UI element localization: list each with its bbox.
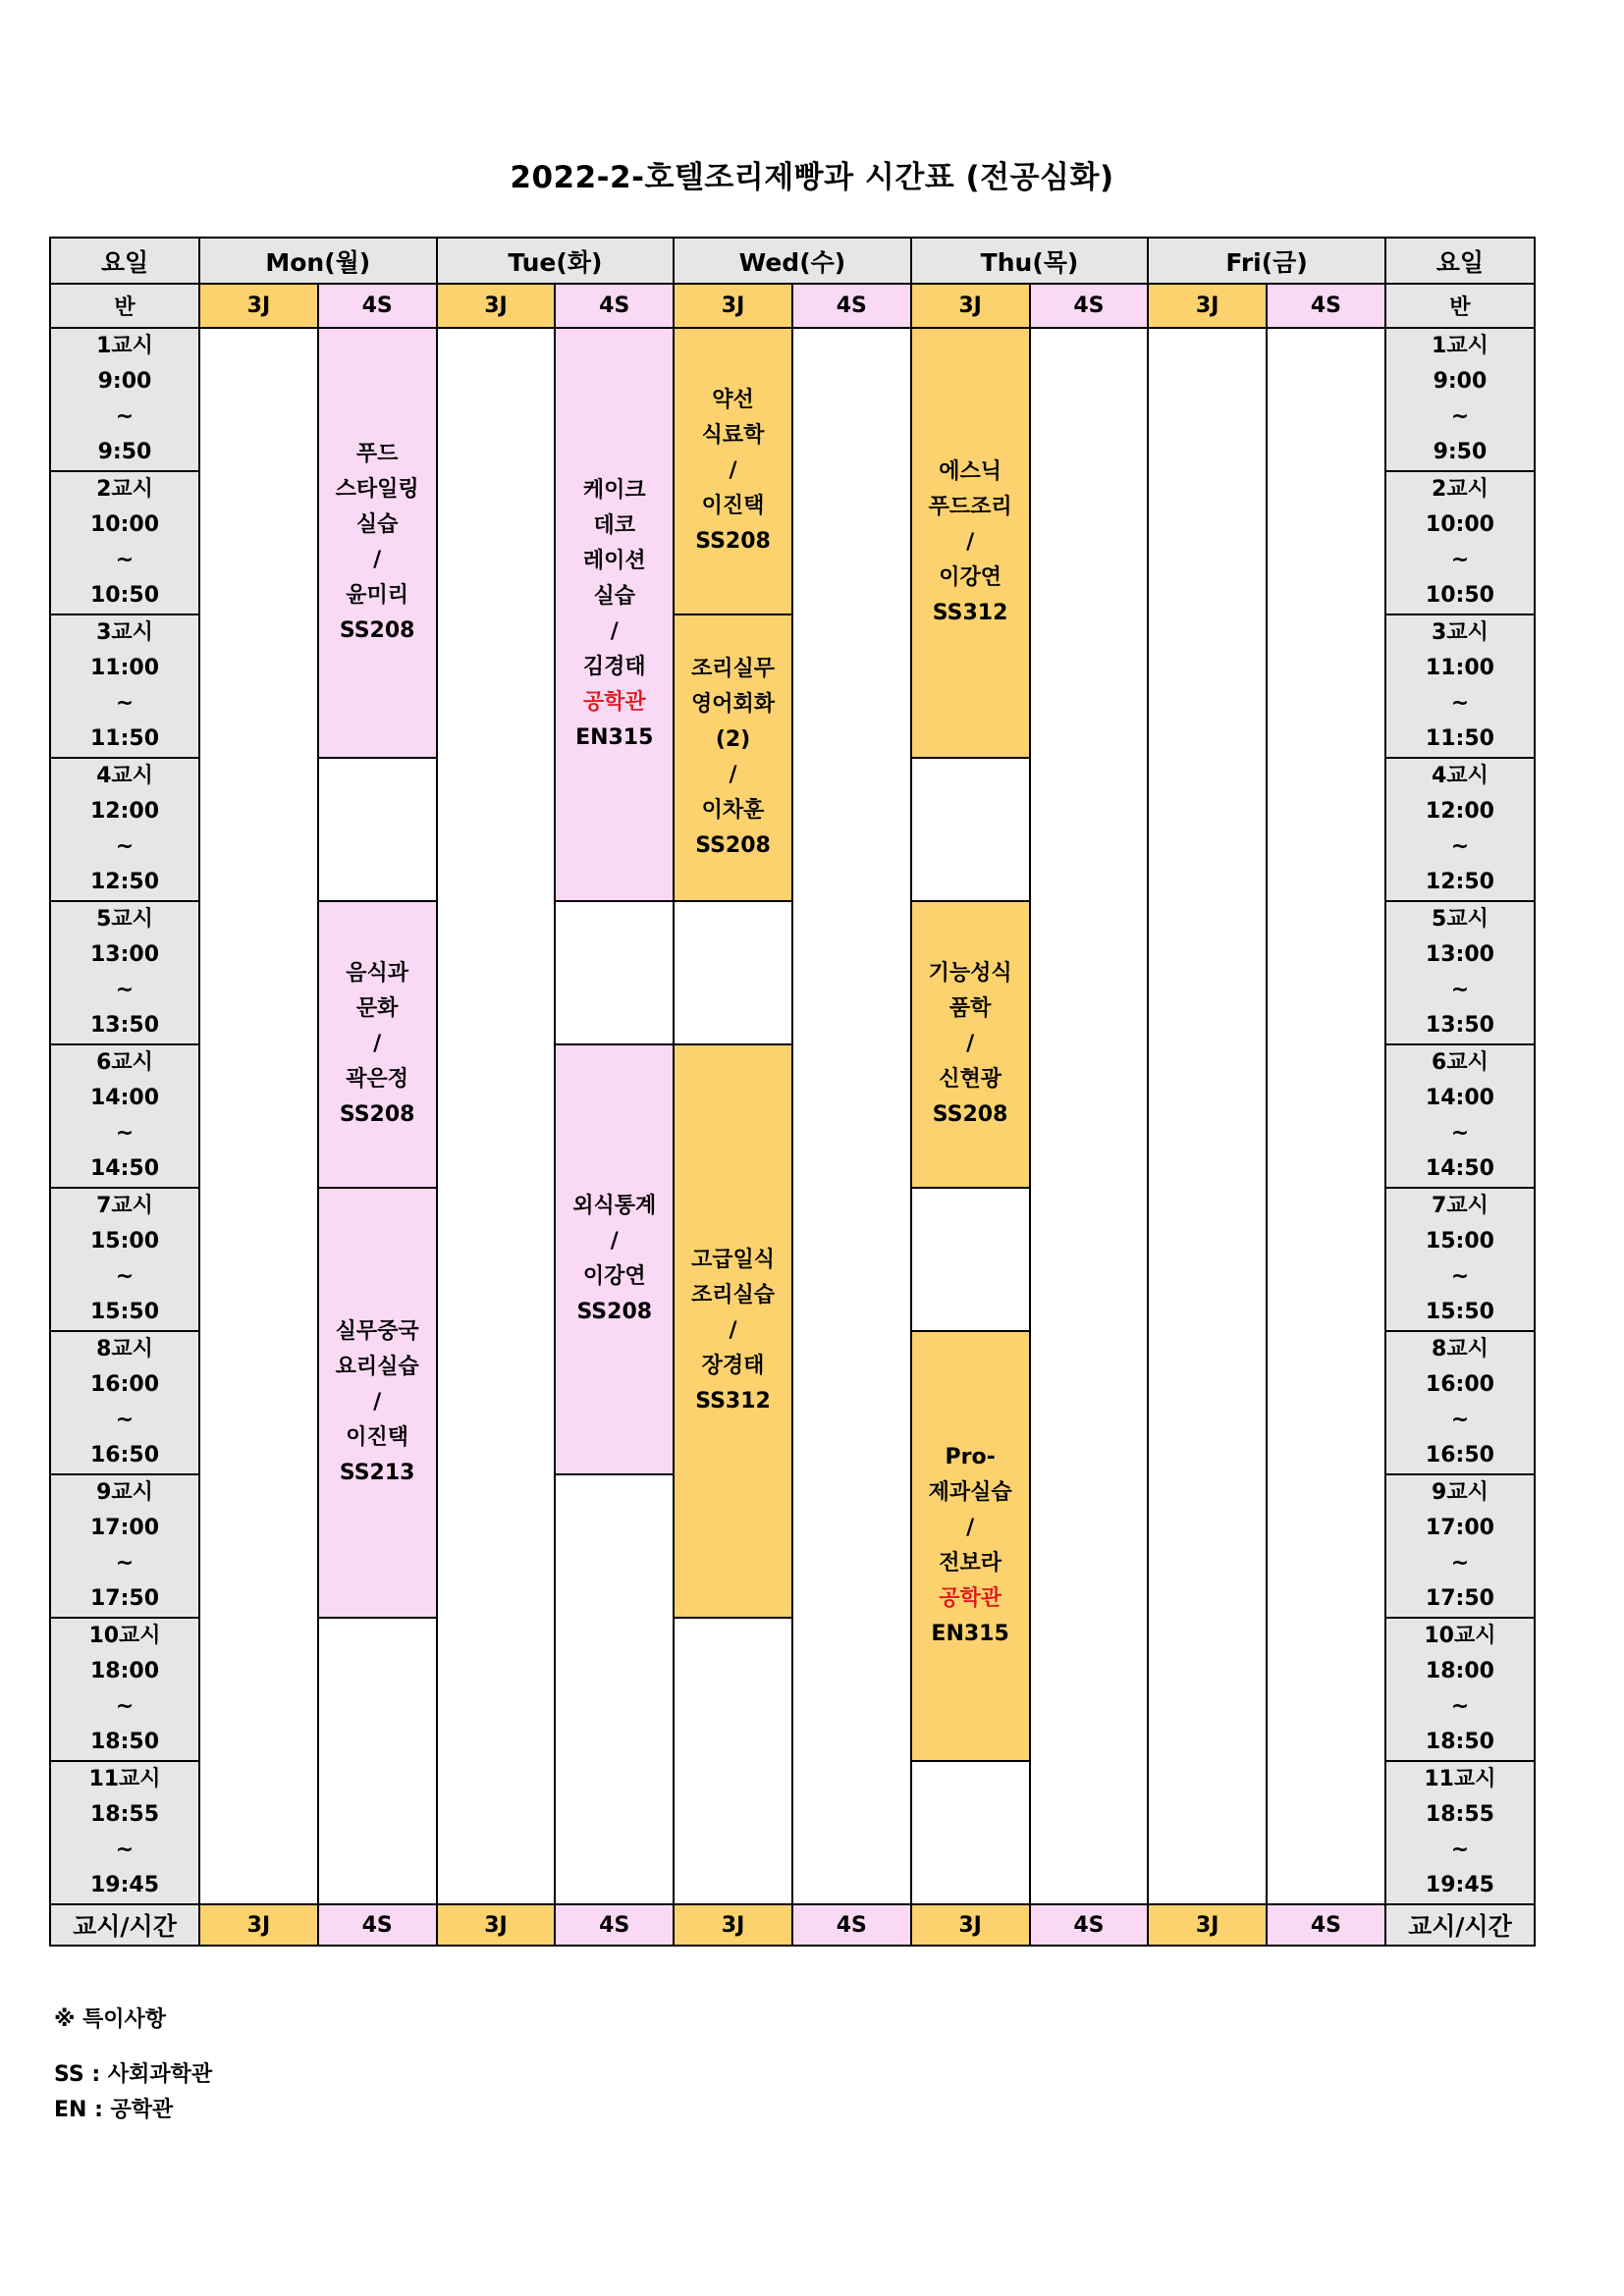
class-3j-wed: 3J	[674, 284, 792, 328]
course-cell: 음식과 문화 / 곽은정 SS208	[318, 901, 437, 1188]
mon-4s-empty	[318, 758, 437, 901]
fri-3j-empty	[1148, 328, 1267, 1904]
period-cell: 1교시 9:00 ~ 9:50	[50, 328, 199, 471]
period-cell: 9교시 17:00 ~ 17:50	[1385, 1474, 1535, 1618]
notes-section	[54, 2002, 212, 2128]
wed-3j-empty	[674, 901, 792, 1044]
footer-class-4s: 4S	[1267, 1904, 1385, 1946]
course-cell: 푸드 스타일링 실습 / 윤미리 SS208	[318, 328, 437, 758]
footer-class-3j: 3J	[437, 1904, 556, 1946]
day-wed: Wed(수)	[674, 238, 911, 284]
period-cell: 2교시 10:00 ~ 10:50	[50, 471, 199, 614]
period-cell: 1교시 9:00 ~ 9:50	[1385, 328, 1535, 471]
thu-3j-empty	[911, 758, 1030, 901]
period-cell: 10교시 18:00 ~ 18:50	[50, 1618, 199, 1761]
period-cell: 4교시 12:00 ~ 12:50	[50, 758, 199, 901]
course-cell: Pro- 제과실습 / 전보라 공학관 EN315	[911, 1331, 1030, 1761]
class-header-row	[50, 284, 1535, 328]
period-cell: 11교시 18:55 ~ 19:45	[50, 1761, 199, 1904]
day-label: 요일	[50, 238, 199, 284]
period-cell: 6교시 14:00 ~ 14:50	[1385, 1044, 1535, 1188]
period-cell: 2교시 10:00 ~ 10:50	[1385, 471, 1535, 614]
course-cell: 기능성식 품학 / 신현광 SS208	[911, 901, 1030, 1188]
course-cell: 고급일식 조리실습 / 장경태 SS312	[674, 1044, 792, 1618]
period-cell: 5교시 13:00 ~ 13:50	[50, 901, 199, 1044]
class-3j-thu: 3J	[911, 284, 1030, 328]
class-label: 반	[50, 284, 199, 328]
footer-class-3j: 3J	[911, 1904, 1030, 1946]
note-ss: SS : 사회과학관	[54, 2062, 213, 2087]
day-mon: Mon(월)	[199, 238, 437, 284]
course-cell: 케이크 데코 레이션 실습 / 김경태 공학관 EN315	[555, 328, 674, 901]
footer-label: 교시/시간	[50, 1904, 199, 1946]
period-cell: 6교시 14:00 ~ 14:50	[50, 1044, 199, 1188]
tue-3j-empty	[437, 328, 556, 1904]
class-4s-fri: 4S	[1267, 284, 1385, 328]
footer-class-4s: 4S	[318, 1904, 437, 1946]
note-en: EN : 공학관	[54, 2098, 174, 2122]
fri-4s-empty	[1267, 328, 1385, 1904]
period-cell: 11교시 18:55 ~ 19:45	[1385, 1761, 1535, 1904]
period-cell: 3교시 11:00 ~ 11:50	[50, 614, 199, 758]
class-4s-mon: 4S	[318, 284, 437, 328]
day-header-row	[50, 238, 1535, 284]
period-cell: 10교시 18:00 ~ 18:50	[1385, 1618, 1535, 1761]
course-cell: 에스닉 푸드조리 / 이강연 SS312	[911, 328, 1030, 758]
thu-3j-empty	[911, 1188, 1030, 1331]
footer-class-3j: 3J	[674, 1904, 792, 1946]
footer-label-right: 교시/시간	[1385, 1904, 1535, 1946]
footer-class-3j: 3J	[199, 1904, 318, 1946]
period-cell: 3교시 11:00 ~ 11:50	[1385, 614, 1535, 758]
tue-4s-empty	[555, 1474, 674, 1904]
day-thu: Thu(목)	[911, 238, 1149, 284]
course-cell: 실무중국 요리실습 / 이진택 SS213	[318, 1188, 437, 1618]
footer-row	[50, 1904, 1535, 1946]
timetable	[49, 237, 1536, 1947]
period-cell: 8교시 16:00 ~ 16:50	[50, 1331, 199, 1474]
period-row	[50, 328, 1535, 471]
wed-3j-empty	[674, 1618, 792, 1904]
class-label-right: 반	[1385, 284, 1535, 328]
notes-heading: ※ 특이사항	[54, 2007, 167, 2032]
period-cell: 8교시 16:00 ~ 16:50	[1385, 1331, 1535, 1474]
period-cell: 7교시 15:00 ~ 15:50	[50, 1188, 199, 1331]
day-tue: Tue(화)	[437, 238, 675, 284]
class-3j-mon: 3J	[199, 284, 318, 328]
mon-4s-empty	[318, 1618, 437, 1904]
footer-class-3j: 3J	[1148, 1904, 1267, 1946]
footer-class-4s: 4S	[1030, 1904, 1149, 1946]
footer-class-4s: 4S	[792, 1904, 911, 1946]
thu-3j-empty	[911, 1761, 1030, 1904]
class-3j-fri: 3J	[1148, 284, 1267, 328]
footer-class-4s: 4S	[555, 1904, 674, 1946]
class-3j-tue: 3J	[437, 284, 556, 328]
wed-4s-empty	[792, 328, 911, 1904]
period-cell: 4교시 12:00 ~ 12:50	[1385, 758, 1535, 901]
period-cell: 7교시 15:00 ~ 15:50	[1385, 1188, 1535, 1331]
period-cell: 9교시 17:00 ~ 17:50	[50, 1474, 199, 1618]
class-4s-thu: 4S	[1030, 284, 1149, 328]
day-fri: Fri(금)	[1148, 238, 1385, 284]
course-cell: 약선 식료학 / 이진택 SS208	[674, 328, 792, 614]
course-cell: 조리실무 영어회화 (2) / 이차훈 SS208	[674, 614, 792, 901]
day-label-right: 요일	[1385, 238, 1535, 284]
mon-3j-empty	[199, 328, 318, 1904]
period-cell: 5교시 13:00 ~ 13:50	[1385, 901, 1535, 1044]
thu-4s-empty	[1030, 328, 1149, 1904]
class-4s-tue: 4S	[555, 284, 674, 328]
tue-4s-empty	[555, 901, 674, 1044]
course-cell: 외식통계 / 이강연 SS208	[555, 1044, 674, 1474]
page-title: 2022-2-호텔조리제빵과 시간표 (전공심화)	[510, 160, 1114, 195]
class-4s-wed: 4S	[792, 284, 911, 328]
